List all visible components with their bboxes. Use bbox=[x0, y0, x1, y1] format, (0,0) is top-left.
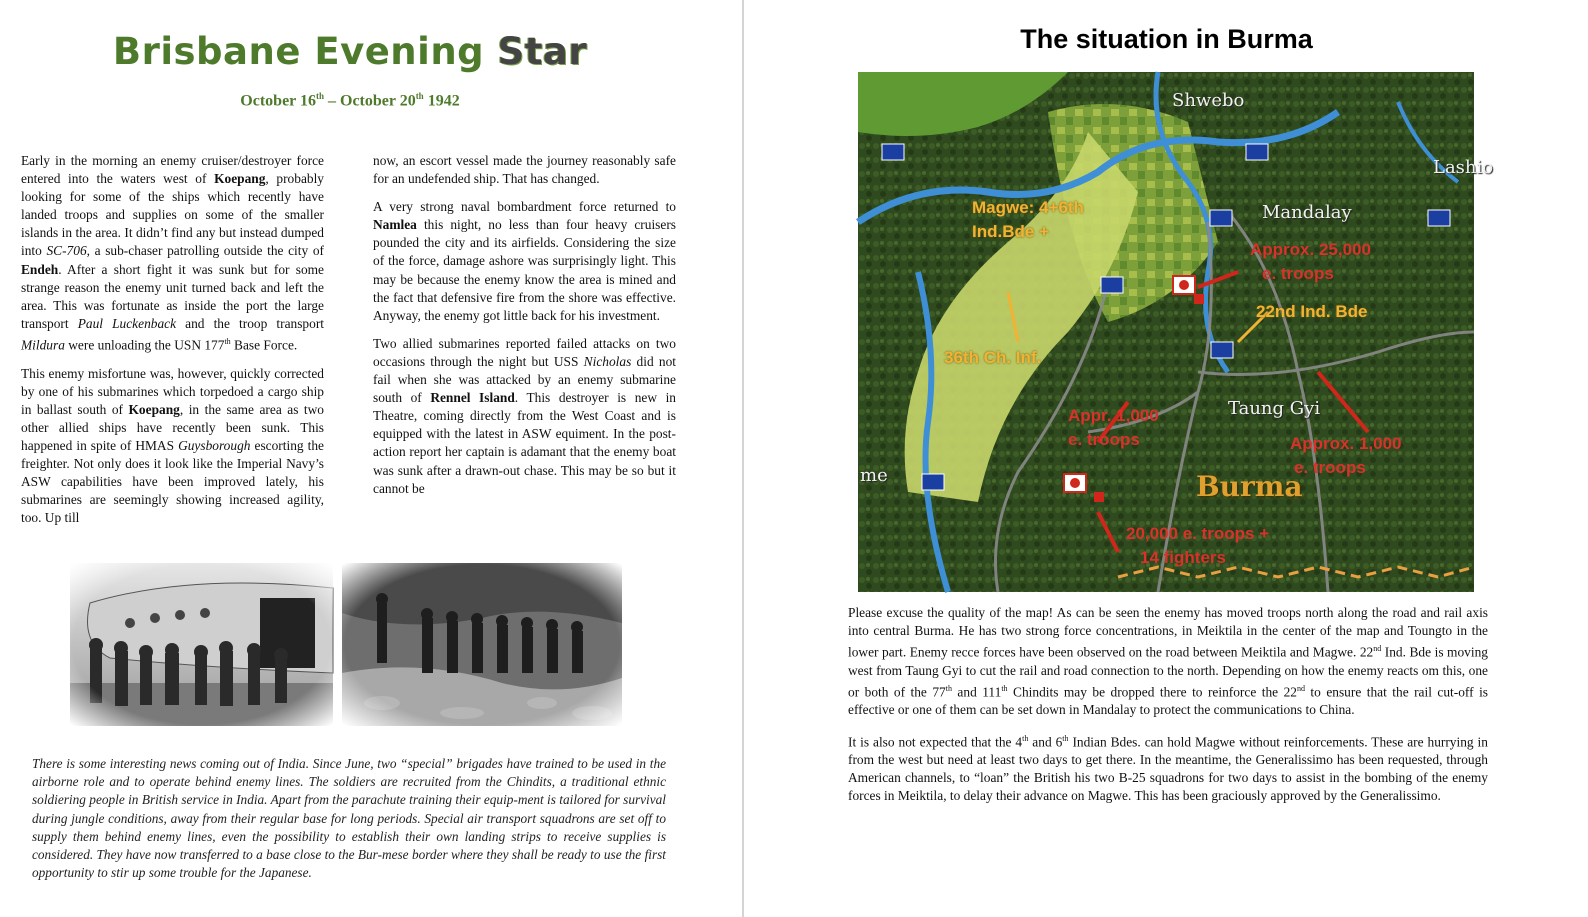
town-label-shwebo: Shwebo bbox=[1172, 90, 1245, 111]
enemy-label-4b: 14 fighters bbox=[1140, 548, 1226, 567]
page-gutter bbox=[742, 0, 744, 917]
situation-paragraph: It is also not expected that the 4th and 6th Indian Bdes. can hold Magwe without reinforcements. These are hurrying in from the west but need at least two days to get there. In the meantime, the Generalissimo has been requested, through American channels, to “loan” the British his two B-25 squadrons for two days to assist in the bombing of the enemy forces in Meiktila, to delay their advance on Magwe. This has been graciously approved by the Generalissimo. bbox=[848, 733, 1488, 804]
aircraft-soldiers-photo bbox=[70, 563, 333, 726]
article-column-2 bbox=[373, 152, 676, 508]
article-paragraph: Early in the morning an enemy cruiser/destroyer force entered into the waters west of Koepang, probably looking for some of the ships which recently have landed troops and supplies on some of the smaller islands in the area. It didn’t find any but instead dumped into SC-706, a sub-chaser patrolling outside the city of Endeh. After a short fight it was sunk but for some strange reason the enemy unit turned back and left the area. This was fortunate as inside the port the large transport Paul Luckenback and the troop transport Mildura were unloading the USN 177th Base Force. bbox=[21, 153, 325, 353]
dateline-part: – October 20 bbox=[324, 92, 416, 110]
masthead-star: Star bbox=[497, 30, 588, 73]
unit-label-22nd-bde: 22nd Ind. Bde bbox=[1256, 302, 1368, 321]
left-page bbox=[0, 0, 742, 917]
article-column-1 bbox=[21, 152, 324, 537]
town-label-mandalay: Mandalay bbox=[1262, 202, 1352, 223]
masthead bbox=[0, 30, 700, 73]
region-label-burma: Burma bbox=[1196, 470, 1303, 503]
situation-paragraph: Please excuse the quality of the map! As can be seen the enemy has moved troops north along the road and rail axis into central Burma. He has two strong force concentrations, in Meiktila in the center of the map and Toungto in the lower part. Enemy recce forces have been observed on the road between Meiktila and Magwe. 22nd Ind. Bde is moving west from Taung Gyi to cut the rail and road connection to the north. Depending on how the enemy reacts om this, one or both of the 77th and 111th Chindits may be dropped there to reinforce the 22nd to ensure that the rail cut-off is effective or one of them can be set down in Mandalay to protect the communications to China. bbox=[848, 605, 1488, 718]
dateline-part: October 16 bbox=[240, 92, 316, 110]
enemy-label-4a: 20,000 e. troops + bbox=[1126, 524, 1270, 543]
enemy-label-1a: Approx. 25,000 bbox=[1250, 240, 1371, 259]
soldiers-column-photo bbox=[342, 563, 622, 726]
dateline-sup: th bbox=[415, 91, 424, 101]
enemy-label-3b: e. troops bbox=[1294, 458, 1366, 477]
article-paragraph: now, an escort vessel made the journey reasonably safe for an undefended ship. That has changed. bbox=[373, 153, 676, 187]
article-paragraph: This enemy misfortune was, however, quickly corrected by one of his submarines which torpedoed a cargo ship in ballast south of Koepang, in the same area as two other allied ships have recently been sunk. This happened in spite of HMAS Guysborough escorting the freighter. Not only does it look like the Imperial Navy’s ASW capabilities have been improved lately, his submarines are seemingly showing increased agility, too. Up till bbox=[21, 365, 324, 526]
enemy-label-2a: Appr. 1,000 bbox=[1068, 406, 1159, 425]
masthead-title: Brisbane Evening bbox=[112, 30, 498, 73]
enemy-label-2b: e. troops bbox=[1068, 430, 1140, 449]
article-paragraph: A very strong naval bombardment force returned to Namlea this night, no less than four heavy cruisers pounded the city and its airfields. Considering the size of the force, damage ashore was surprisingly light. This may be because the enemy know the area is mined and the fact that defensive fire from the shore was effective. Anyway, the enemy got little back for his investment. bbox=[373, 199, 676, 323]
dateline-sup: th bbox=[315, 91, 324, 101]
right-page bbox=[745, 0, 1511, 917]
town-label-taung-gyi: Taung Gyi bbox=[1228, 398, 1321, 419]
dateline bbox=[0, 91, 700, 110]
italic-news-block: There is some interesting news coming out of India. Since June, two “special” brigades have trained to be used in the airborne role and to operate behind enemy lines. The soldiers are recruited from the Chindits, a traditional ethnic soldiering people in British service in India. Apart from the parachute training their equip-ment is tailored for survival during jungle conditions, away from their regular base for long periods. Special air transport squadrons are set off to supply them behind enemy lines, even the possibility to establish their own landing strips to receive supplies is considered. They have now transferred to a base close to the Bur-mese border where they shall be ready to use the first opportunity to stir up some trouble for the Japanese. bbox=[32, 756, 666, 881]
enemy-label-3a: Approx. 1,000 bbox=[1290, 434, 1402, 453]
unit-label-magwe-2: Ind.Bde + bbox=[972, 222, 1049, 241]
enemy-label-1b: e. troops bbox=[1262, 264, 1334, 283]
situation-text bbox=[848, 604, 1488, 815]
town-label-lashio: Lashio bbox=[1433, 157, 1494, 178]
town-label-me: me bbox=[860, 465, 888, 486]
burma-situation-map bbox=[858, 72, 1494, 592]
unit-label-36th-div: 36th Ch. Inf. bbox=[944, 348, 1042, 367]
article-paragraph: Two allied submarines reported failed attacks on two occasions through the night but USS Nicholas did not fail when she was attacked by an enemy submarine south of Rennel Island. This destroyer is new in Theatre, coming directly from the West Coast and is equipped with the latest in ASW equiment. In the post-action report her captain is adamant that the enemy boat was sunk after a drawn-out chase. This may be so but it cannot be bbox=[373, 335, 676, 496]
unit-label-magwe: Magwe: 4+6th bbox=[972, 198, 1084, 217]
dateline-part: 1942 bbox=[423, 92, 460, 110]
page-title: The situation in Burma bbox=[1020, 24, 1313, 54]
